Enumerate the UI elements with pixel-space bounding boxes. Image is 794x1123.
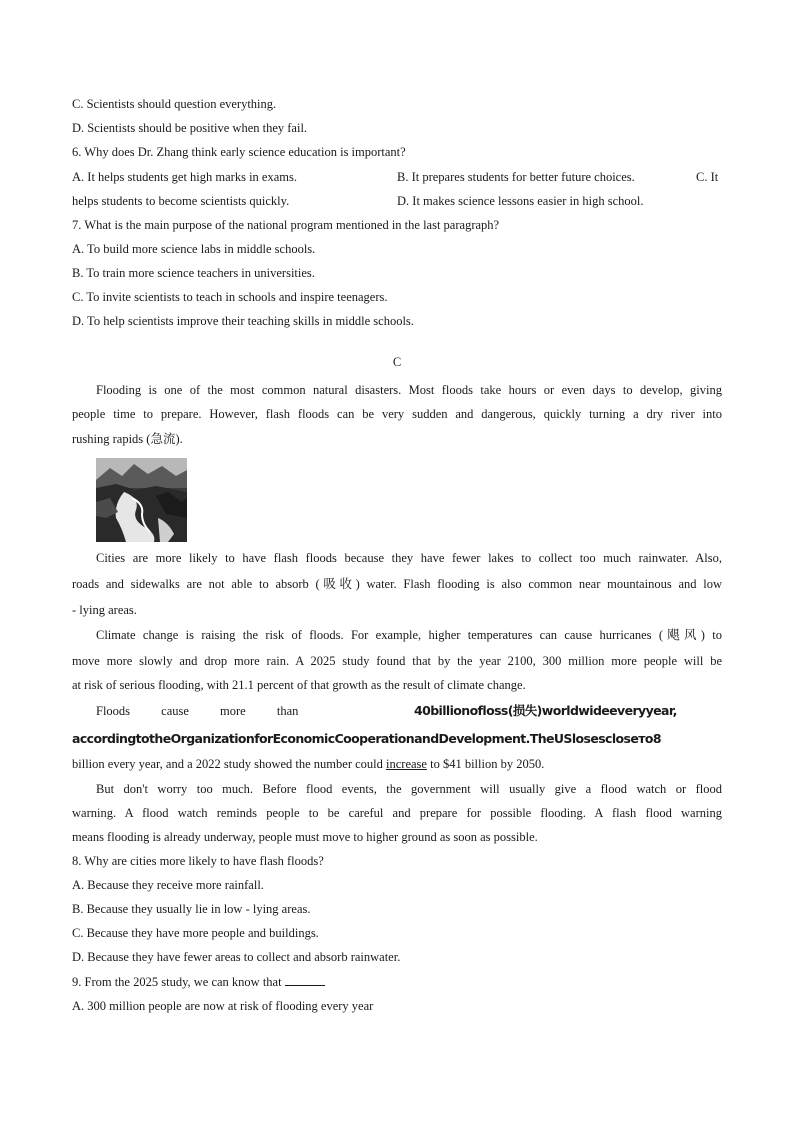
q7-stem: 7. What is the main purpose of the national program mentioned in the last paragraph? xyxy=(72,218,500,232)
q6-option-d: D. It makes science lessons easier in high school. xyxy=(397,194,644,208)
p5-line-3: means flooding is already underway, people must move to higher ground as soon as possible. xyxy=(72,830,538,844)
q8-option-c: C. Because they have more people and buildings. xyxy=(72,926,319,940)
p4-line-2-bold: accordingtotheOrganizationforEconomicCooperationandDevelopment.TheUSlosesclosето8 xyxy=(72,731,661,746)
q9-stem-line xyxy=(72,974,325,990)
answer-blank xyxy=(285,974,325,986)
p4-line-3-end: to $41 billion by 2050. xyxy=(426,757,545,771)
q8-stem: 8. Why are cities more likely to have flash floods? xyxy=(72,854,324,868)
p5-line-2: warning. A flood watch reminds people to be careful and prepare for possible flooding. A flash flood warning xyxy=(72,806,722,820)
section-heading: C xyxy=(392,355,402,369)
p3-line-1: Climate change is raising the risk of floods. For example, higher temperatures can cause hurricanes (飓风) to xyxy=(96,628,722,642)
p4-line-3 xyxy=(72,756,544,772)
p4-line-1-bold: 40billionofloss(损失)worldwideeveryyear, xyxy=(414,703,677,718)
p4-line-1-plain: Floods cause more than xyxy=(96,704,299,718)
p1-line-1: Flooding is one of the most common natural disasters. Most floods take hours or even days to develop, giving xyxy=(96,383,722,397)
q9-stem: 9. From the 2025 study, we can know that xyxy=(72,975,282,989)
q9-option-a: A. 300 million people are now at risk of flooding every year xyxy=(72,999,374,1013)
q6-option-b: B. It prepares students for better future choices. xyxy=(397,170,635,184)
q6-option-c-start: C. It xyxy=(696,170,719,184)
q7-option-d: D. To help scientists improve their teaching skills in middle schools. xyxy=(72,314,414,328)
p5-line-1: But don't worry too much. Before flood events, the government will usually give a flood watch or flood xyxy=(96,782,722,796)
p3-line-2: move more slowly and drop more rain. A 2025 study found that by the year 2100, 300 million more people will be xyxy=(72,654,722,668)
q8-option-a: A. Because they receive more rainfall. xyxy=(72,878,264,892)
q6-option-a: A. It helps students get high marks in exams. xyxy=(72,170,297,184)
q5-option-d: D. Scientists should be positive when they fail. xyxy=(72,121,308,135)
p2-line-1: Cities are more likely to have flash floods because they have fewer lakes to collect too much rainwater. Also, xyxy=(96,551,722,565)
q5-option-c: C. Scientists should question everything. xyxy=(72,97,277,111)
q8-option-b: B. Because they usually lie in low - lying areas. xyxy=(72,902,311,916)
q8-option-d: D. Because they have fewer areas to collect and absorb rainwater. xyxy=(72,950,401,964)
p4-line-3-start: billion every year, and a 2022 study showed the number could xyxy=(72,757,387,771)
p2-line-3: - lying areas. xyxy=(72,603,137,617)
q6-option-c-end: helps students to become scientists quickly. xyxy=(72,194,290,208)
p3-line-3: at risk of serious flooding, with 21.1 percent of that growth as the result of climate change. xyxy=(72,678,526,692)
p2-line-2: roads and sidewalks are not able to absorb (吸收) water. Flash flooding is also common near mountainous and low xyxy=(72,577,722,591)
q7-option-a: A. To build more science labs in middle schools. xyxy=(72,242,316,256)
p1-line-3: rushing rapids (急流). xyxy=(72,432,183,446)
underlined-word: increase xyxy=(386,757,427,771)
q7-option-c: C. To invite scientists to teach in schools and inspire teenagers. xyxy=(72,290,388,304)
q6-stem: 6. Why does Dr. Zhang think early science education is important? xyxy=(72,145,406,159)
flash-flood-photo xyxy=(96,458,187,542)
q7-option-b: B. To train more science teachers in universities. xyxy=(72,266,315,280)
p1-line-2: people time to prepare. However, flash floods can be very sudden and dangerous, quickly turning a dry river into xyxy=(72,407,722,421)
